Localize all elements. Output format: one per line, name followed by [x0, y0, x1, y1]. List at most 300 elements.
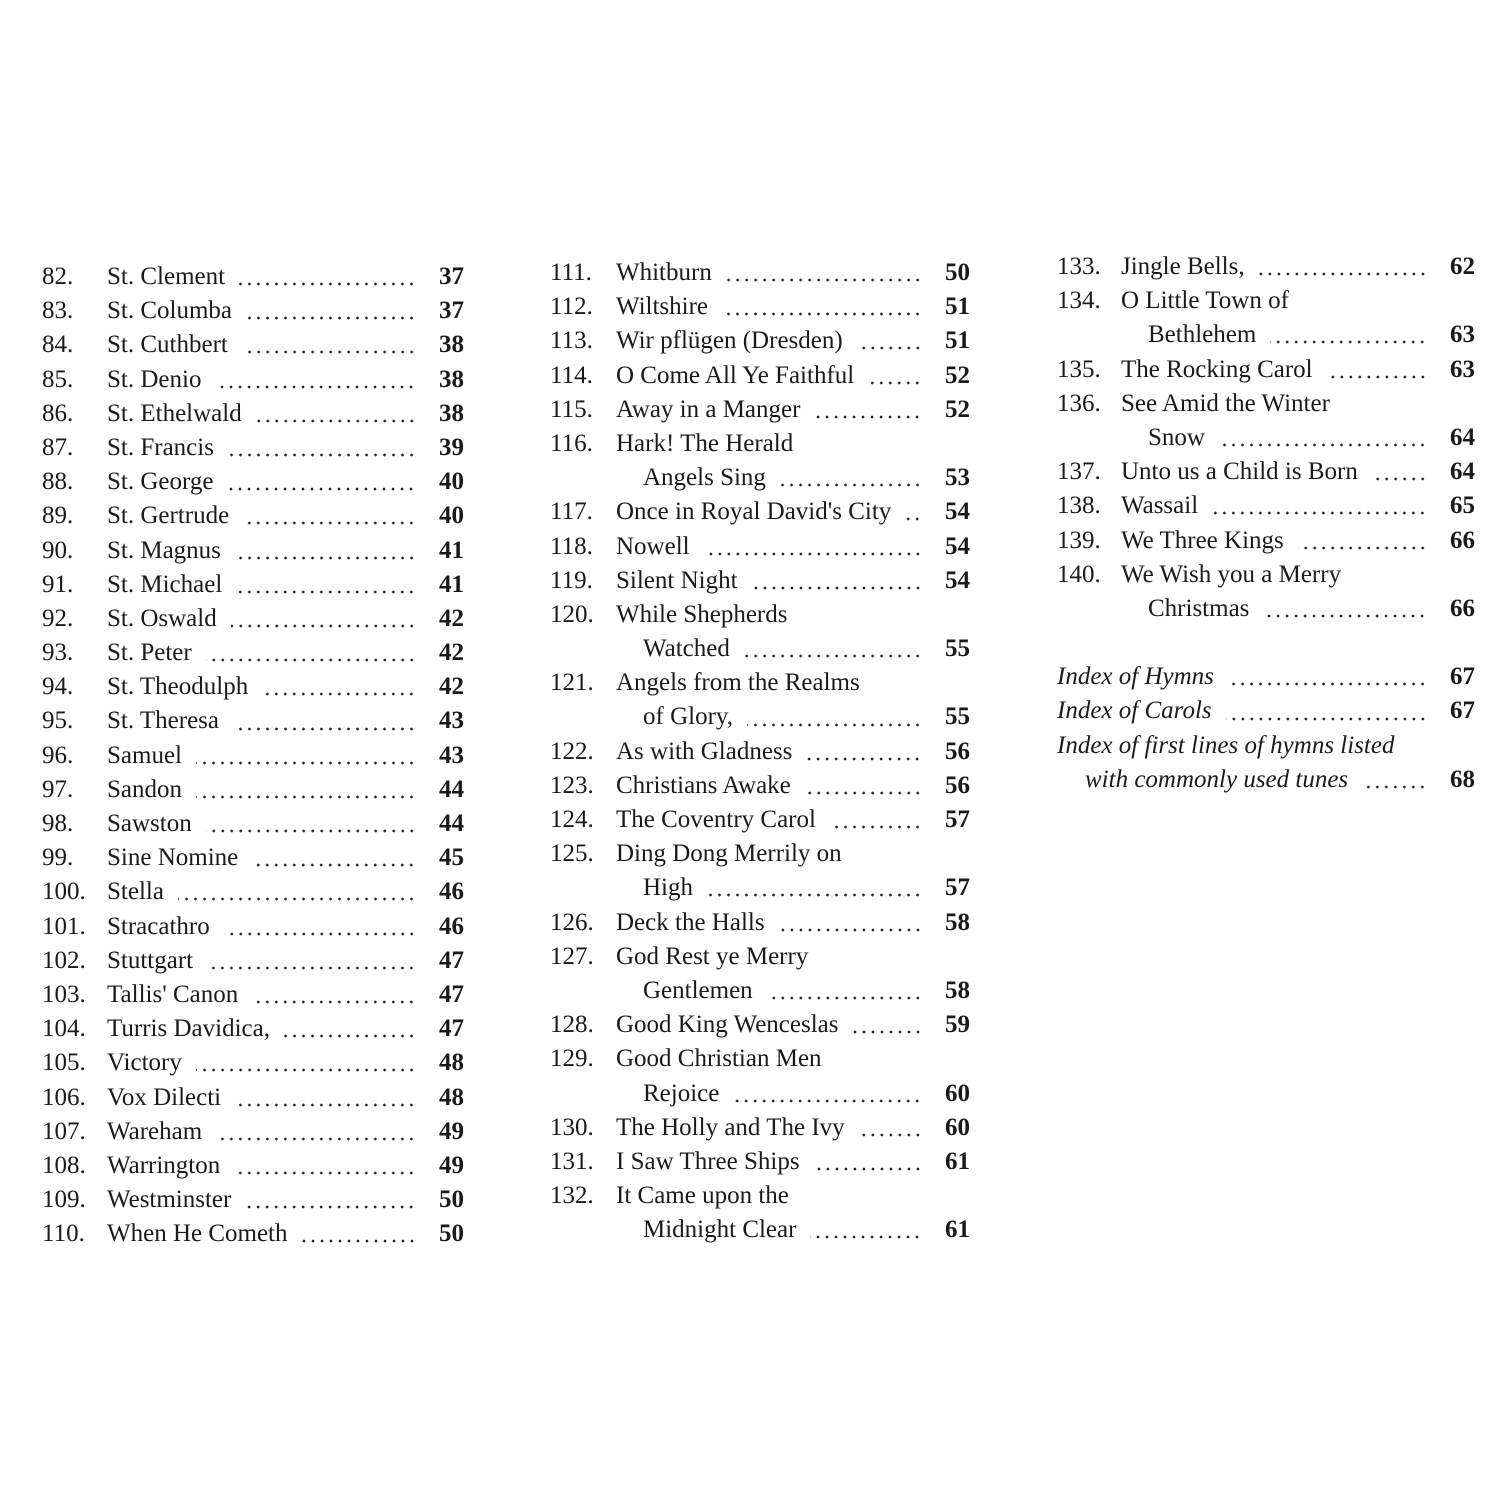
entry-number: 92. — [42, 604, 74, 632]
entry-number: 128. — [550, 1011, 594, 1039]
dot-leader — [178, 896, 416, 902]
entry-number: 117. — [550, 498, 593, 526]
toc-entry — [1057, 421, 1475, 455]
toc-entry — [1057, 250, 1475, 284]
entry-page: 39 — [439, 433, 464, 461]
entry-number: 82. — [42, 263, 74, 290]
toc-entry — [550, 1145, 970, 1179]
entry-page: 43 — [439, 707, 464, 735]
toc-entry — [550, 1077, 970, 1111]
entry-page: 58 — [945, 976, 970, 1004]
toc-entry — [550, 564, 970, 598]
entry-number: 95. — [42, 707, 74, 735]
entry-page: 42 — [439, 673, 464, 701]
entry-number: 111. — [550, 259, 592, 286]
entry-title: Index of Hymns — [1057, 663, 1214, 691]
entry-title: Deck the Halls — [616, 908, 765, 936]
entry-page: 52 — [945, 361, 970, 389]
entry-title: The Holly and The Ivy — [616, 1113, 845, 1141]
entry-number: 109. — [42, 1186, 86, 1214]
entry-title: Jingle Bells, — [1121, 253, 1245, 280]
entry-page: 40 — [439, 468, 464, 496]
dot-leader — [302, 1238, 416, 1244]
entry-title: As with Gladness — [616, 737, 793, 765]
entry-title: Angels from the Realms — [616, 669, 860, 697]
dot-leader — [814, 414, 922, 420]
toc-entry — [550, 359, 970, 393]
entry-page: 54 — [945, 566, 970, 594]
entry-title: Snow — [1148, 423, 1205, 451]
entry-number: 130. — [550, 1113, 594, 1141]
entry-title: Stella — [107, 878, 164, 906]
entry-title: Bethlehem — [1148, 321, 1257, 349]
entry-title: Warrington — [107, 1151, 221, 1179]
toc-entry — [1057, 763, 1475, 797]
toc-entry — [1057, 489, 1475, 523]
entry-page: 63 — [1450, 321, 1475, 349]
entry-number: 107. — [42, 1117, 86, 1145]
dot-leader — [1259, 271, 1427, 277]
entry-number: 133. — [1057, 253, 1101, 280]
entry-page: 50 — [945, 259, 970, 286]
dot-leader — [235, 555, 416, 561]
entry-title: Once in Royal David's City — [616, 498, 892, 526]
entry-title: Index of first lines of hymns listed — [1057, 731, 1395, 759]
entry-page: 67 — [1450, 697, 1475, 725]
entry-title: Rejoice — [643, 1079, 720, 1107]
entry-title: Stracathro — [107, 912, 210, 940]
entry-number: 112. — [550, 293, 593, 321]
entry-page: 50 — [439, 1220, 464, 1248]
dot-leader — [206, 828, 416, 834]
dot-leader — [215, 384, 416, 390]
entry-page: 65 — [1450, 492, 1475, 520]
entry-title: Angels Sing — [643, 464, 766, 492]
dot-leader — [806, 756, 922, 762]
entry-title: St. Oswald — [107, 604, 217, 632]
dot-leader — [245, 1204, 416, 1210]
dot-leader — [256, 418, 416, 424]
toc-entry — [550, 940, 970, 974]
dot-leader — [236, 589, 416, 595]
dot-leader — [779, 927, 922, 933]
entry-title: with commonly used tunes — [1085, 765, 1349, 793]
entry-title: High — [643, 874, 693, 902]
dot-leader — [905, 516, 922, 522]
entry-title: Away in a Manger — [616, 395, 801, 423]
toc-entry — [42, 260, 464, 294]
entry-page: 49 — [439, 1117, 464, 1145]
entry-number: 113. — [550, 327, 593, 355]
toc-entry — [550, 803, 970, 837]
dot-leader — [853, 1029, 923, 1035]
dot-leader — [704, 551, 922, 557]
entry-page: 60 — [945, 1079, 970, 1107]
toc-entry — [550, 393, 970, 427]
toc-entry — [42, 841, 464, 875]
entry-title: Stuttgart — [107, 946, 194, 974]
entry-title: Silent Night — [616, 566, 738, 594]
entry-number: 108. — [42, 1151, 86, 1179]
entry-number: 131. — [550, 1147, 594, 1175]
entry-title: Midnight Clear — [643, 1216, 797, 1244]
toc-entry — [42, 670, 464, 704]
toc-entry — [550, 837, 970, 871]
entry-number: 136. — [1057, 389, 1101, 417]
entry-title: Whitburn — [616, 259, 712, 286]
entry-title: See Amid the Winter — [1121, 389, 1330, 417]
entry-number: 140. — [1057, 560, 1101, 588]
entry-page: 53 — [945, 464, 970, 492]
entry-title: While Shepherds — [616, 600, 788, 628]
entry-title: Westminster — [107, 1186, 232, 1214]
toc-entry — [1057, 592, 1475, 626]
entry-page: 50 — [439, 1186, 464, 1214]
toc-column-3 — [1057, 250, 1475, 797]
entry-title: Nowell — [616, 532, 690, 560]
spacer — [1057, 626, 1475, 660]
entry-page: 63 — [1450, 355, 1475, 383]
dot-leader — [857, 345, 922, 351]
entry-page: 58 — [945, 908, 970, 936]
toc-entry — [42, 534, 464, 568]
toc-entry — [550, 1179, 970, 1213]
entry-page: 44 — [439, 810, 464, 837]
dot-leader — [233, 726, 416, 732]
entry-title: St. Gertrude — [107, 502, 230, 530]
entry-page: 41 — [439, 536, 464, 564]
dot-leader — [814, 1166, 922, 1172]
dot-leader — [1327, 374, 1427, 380]
entry-title: Vox Dilecti — [107, 1083, 222, 1111]
toc-entry — [42, 294, 464, 328]
dot-leader — [262, 691, 416, 697]
dot-leader — [733, 1098, 922, 1104]
entry-page: 37 — [439, 263, 464, 290]
dot-leader — [235, 1102, 416, 1108]
entry-title: Ding Dong Merrily on — [616, 840, 842, 868]
toc-entry — [42, 499, 464, 533]
toc-entry — [550, 495, 970, 529]
toc-entry — [550, 530, 970, 564]
entry-title: O Come All Ye Faithful — [616, 361, 855, 389]
entry-page: 37 — [439, 297, 464, 325]
entry-page: 66 — [1450, 526, 1475, 554]
entry-number: 122. — [550, 737, 594, 765]
dot-leader — [246, 315, 416, 321]
entry-number: 132. — [550, 1182, 594, 1210]
toc-entry — [1057, 524, 1475, 558]
toc-entry — [550, 700, 970, 734]
dot-leader — [1212, 510, 1427, 516]
dot-leader — [726, 277, 922, 283]
entry-page: 55 — [945, 635, 970, 663]
dot-leader — [810, 1234, 922, 1240]
entry-page: 60 — [945, 1113, 970, 1141]
entry-page: 62 — [1450, 253, 1475, 280]
entry-page: 59 — [945, 1011, 970, 1039]
toc-entry — [550, 290, 970, 324]
entry-page: 64 — [1450, 458, 1475, 486]
dot-leader — [231, 623, 416, 629]
toc-entry — [42, 397, 464, 431]
toc-column-1 — [42, 260, 464, 1251]
toc-entry — [550, 871, 970, 905]
entry-page: 56 — [945, 771, 970, 799]
entry-page: 57 — [945, 874, 970, 902]
entry-page: 47 — [439, 946, 464, 974]
entry-number: 87. — [42, 433, 74, 461]
entry-number: 120. — [550, 600, 594, 628]
dot-leader — [196, 1067, 416, 1073]
entry-title: Wassail — [1121, 492, 1199, 520]
entry-title: St. George — [107, 468, 214, 496]
entry-title: Index of Carols — [1057, 697, 1212, 725]
toc-entry — [42, 363, 464, 397]
entry-title: Sawston — [107, 810, 192, 837]
entry-number: 106. — [42, 1083, 86, 1111]
entry-title: Unto us a Child is Born — [1121, 458, 1358, 486]
entry-title: Sandon — [107, 775, 182, 803]
dot-leader — [744, 653, 922, 659]
toc-entry — [1057, 558, 1475, 592]
entry-title: Christmas — [1148, 594, 1250, 622]
dot-leader — [747, 722, 922, 728]
entry-number: 138. — [1057, 492, 1101, 520]
entry-page: 61 — [945, 1147, 970, 1175]
toc-entry — [42, 978, 464, 1012]
entry-title: God Rest ye Merry — [616, 942, 809, 970]
toc-entry — [1057, 455, 1475, 489]
entry-number: 114. — [550, 361, 593, 389]
toc-entry — [42, 773, 464, 807]
entry-title: When He Cometh — [107, 1220, 288, 1248]
toc-entry — [550, 324, 970, 358]
entry-title: St. Cuthbert — [107, 331, 228, 359]
dot-leader — [1263, 613, 1427, 619]
toc-entry — [550, 598, 970, 632]
dot-leader — [207, 965, 416, 971]
dot-leader — [284, 1033, 416, 1039]
toc-entry — [42, 431, 464, 465]
entry-number: 104. — [42, 1015, 86, 1043]
toc-entry — [42, 944, 464, 978]
toc-entry — [42, 328, 464, 362]
dot-leader — [1270, 339, 1427, 345]
dot-leader — [1219, 442, 1427, 448]
dot-leader — [1298, 545, 1427, 551]
entry-number: 139. — [1057, 526, 1101, 554]
entry-page: 54 — [945, 498, 970, 526]
entry-title: I Saw Three Ships — [616, 1147, 800, 1175]
entry-title: Turris Davidica, — [107, 1015, 270, 1043]
dot-leader — [239, 281, 416, 287]
entry-number: 105. — [42, 1049, 86, 1077]
entry-number: 85. — [42, 365, 74, 393]
entry-title: St. Theresa — [107, 707, 220, 735]
entry-number: 135. — [1057, 355, 1101, 383]
entry-page: 67 — [1450, 663, 1475, 691]
entry-number: 99. — [42, 844, 74, 872]
entry-number: 123. — [550, 771, 594, 799]
toc-entry — [42, 1046, 464, 1080]
entry-title: Wir pflügen (Dresden) — [616, 327, 843, 355]
dot-leader — [216, 1136, 416, 1142]
entry-page: 61 — [945, 1216, 970, 1244]
toc-entry — [42, 568, 464, 602]
toc-entry — [550, 974, 970, 1008]
toc-entry — [550, 427, 970, 461]
entry-page: 40 — [439, 502, 464, 530]
toc-entry — [1057, 318, 1475, 352]
entry-number: 103. — [42, 980, 86, 1008]
entry-number: 86. — [42, 399, 74, 427]
entry-title: Watched — [643, 635, 730, 663]
entry-title: St. Ethelwald — [107, 399, 242, 427]
entry-page: 41 — [439, 570, 464, 598]
dot-leader — [1372, 476, 1427, 482]
toc-entry — [550, 1111, 970, 1145]
entry-page: 68 — [1450, 765, 1475, 793]
toc-entry — [1057, 729, 1475, 763]
entry-page: 46 — [439, 878, 464, 906]
dot-leader — [830, 824, 922, 830]
entry-page: 47 — [439, 980, 464, 1008]
entry-title: St. Theodulph — [107, 673, 249, 701]
toc-entry — [42, 739, 464, 773]
entry-number: 127. — [550, 942, 594, 970]
entry-title: Tallis' Canon — [107, 980, 239, 1008]
entry-number: 97. — [42, 775, 74, 803]
dot-leader — [206, 657, 416, 663]
entry-number: 119. — [550, 566, 593, 594]
entry-page: 38 — [439, 331, 464, 359]
entry-title: St. Peter — [107, 639, 192, 667]
toc-entry — [1057, 387, 1475, 421]
entry-page: 38 — [439, 399, 464, 427]
entry-page: 66 — [1450, 594, 1475, 622]
dot-leader — [227, 486, 416, 492]
toc-entry — [42, 1217, 464, 1251]
entry-number: 121. — [550, 669, 594, 697]
entry-number: 98. — [42, 810, 74, 837]
entry-number: 84. — [42, 331, 74, 359]
entry-number: 90. — [42, 536, 74, 564]
toc-entry — [42, 704, 464, 738]
entry-number: 124. — [550, 806, 594, 833]
toc-entry — [550, 666, 970, 700]
entry-title: It Came upon the — [616, 1182, 789, 1210]
entry-page: 57 — [945, 806, 970, 833]
toc-entry — [42, 1115, 464, 1149]
entry-title: St. Clement — [107, 263, 226, 290]
toc-entry — [42, 636, 464, 670]
entry-page: 43 — [439, 741, 464, 769]
dot-leader — [252, 862, 416, 868]
entry-number: 96. — [42, 741, 74, 769]
entry-page: 51 — [945, 293, 970, 321]
dot-leader — [242, 349, 416, 355]
entry-number: 115. — [550, 395, 593, 423]
dot-leader — [752, 585, 922, 591]
entry-number: 101. — [42, 912, 86, 940]
entry-page: 46 — [439, 912, 464, 940]
toc-entry — [42, 1149, 464, 1183]
toc-entry — [550, 632, 970, 666]
toc-entry — [550, 461, 970, 495]
entry-page: 49 — [439, 1151, 464, 1179]
dot-leader — [228, 452, 416, 458]
entry-number: 93. — [42, 639, 74, 667]
toc-entry — [1057, 284, 1475, 318]
entry-page: 48 — [439, 1083, 464, 1111]
dot-leader — [722, 311, 922, 317]
dot-leader — [196, 760, 416, 766]
dot-leader — [767, 995, 922, 1001]
entry-page: 44 — [439, 775, 464, 803]
entry-number: 125. — [550, 840, 594, 868]
entry-number: 134. — [1057, 287, 1101, 315]
entry-title: Good King Wenceslas — [616, 1011, 839, 1039]
entry-title: Samuel — [107, 741, 182, 769]
toc-entry — [42, 1012, 464, 1046]
entry-page: 47 — [439, 1015, 464, 1043]
entry-number: 137. — [1057, 458, 1101, 486]
entry-page: 42 — [439, 639, 464, 667]
entry-page: 51 — [945, 327, 970, 355]
entry-number: 91. — [42, 570, 74, 598]
toc-entry — [42, 1183, 464, 1217]
entry-number: 94. — [42, 673, 74, 701]
dot-leader — [252, 999, 416, 1005]
entry-page: 56 — [945, 737, 970, 765]
entry-title: St. Michael — [107, 570, 223, 598]
dot-leader — [243, 520, 416, 526]
toc-entry — [550, 1008, 970, 1042]
toc-entry — [550, 735, 970, 769]
entry-page: 54 — [945, 532, 970, 560]
dot-leader — [234, 1170, 416, 1176]
entry-title: St. Denio — [107, 365, 202, 393]
dot-leader — [196, 794, 416, 800]
entry-number: 126. — [550, 908, 594, 936]
dot-leader — [805, 790, 922, 796]
entry-number: 89. — [42, 502, 74, 530]
toc-entry — [42, 602, 464, 636]
entry-page: 48 — [439, 1049, 464, 1077]
entry-title: St. Columba — [107, 297, 233, 325]
dot-leader — [868, 380, 922, 386]
toc-entry — [1057, 660, 1475, 694]
dot-leader — [780, 482, 922, 488]
entry-page: 38 — [439, 365, 464, 393]
entry-title: St. Francis — [107, 433, 214, 461]
entry-title: St. Magnus — [107, 536, 221, 564]
entry-title: Hark! The Herald — [616, 429, 794, 457]
entry-number: 110. — [42, 1220, 85, 1248]
toc-entry — [42, 807, 464, 841]
entry-number: 102. — [42, 946, 86, 974]
entry-title: Gentlemen — [643, 976, 753, 1004]
dot-leader — [1362, 784, 1427, 790]
entry-title: We Wish you a Merry — [1121, 560, 1342, 588]
toc-entry — [42, 1081, 464, 1115]
entry-title: Wareham — [107, 1117, 203, 1145]
dot-leader — [1228, 681, 1427, 687]
entry-title: of Glory, — [643, 703, 734, 731]
entry-title: The Rocking Carol — [1121, 355, 1313, 383]
toc-entry — [42, 465, 464, 499]
